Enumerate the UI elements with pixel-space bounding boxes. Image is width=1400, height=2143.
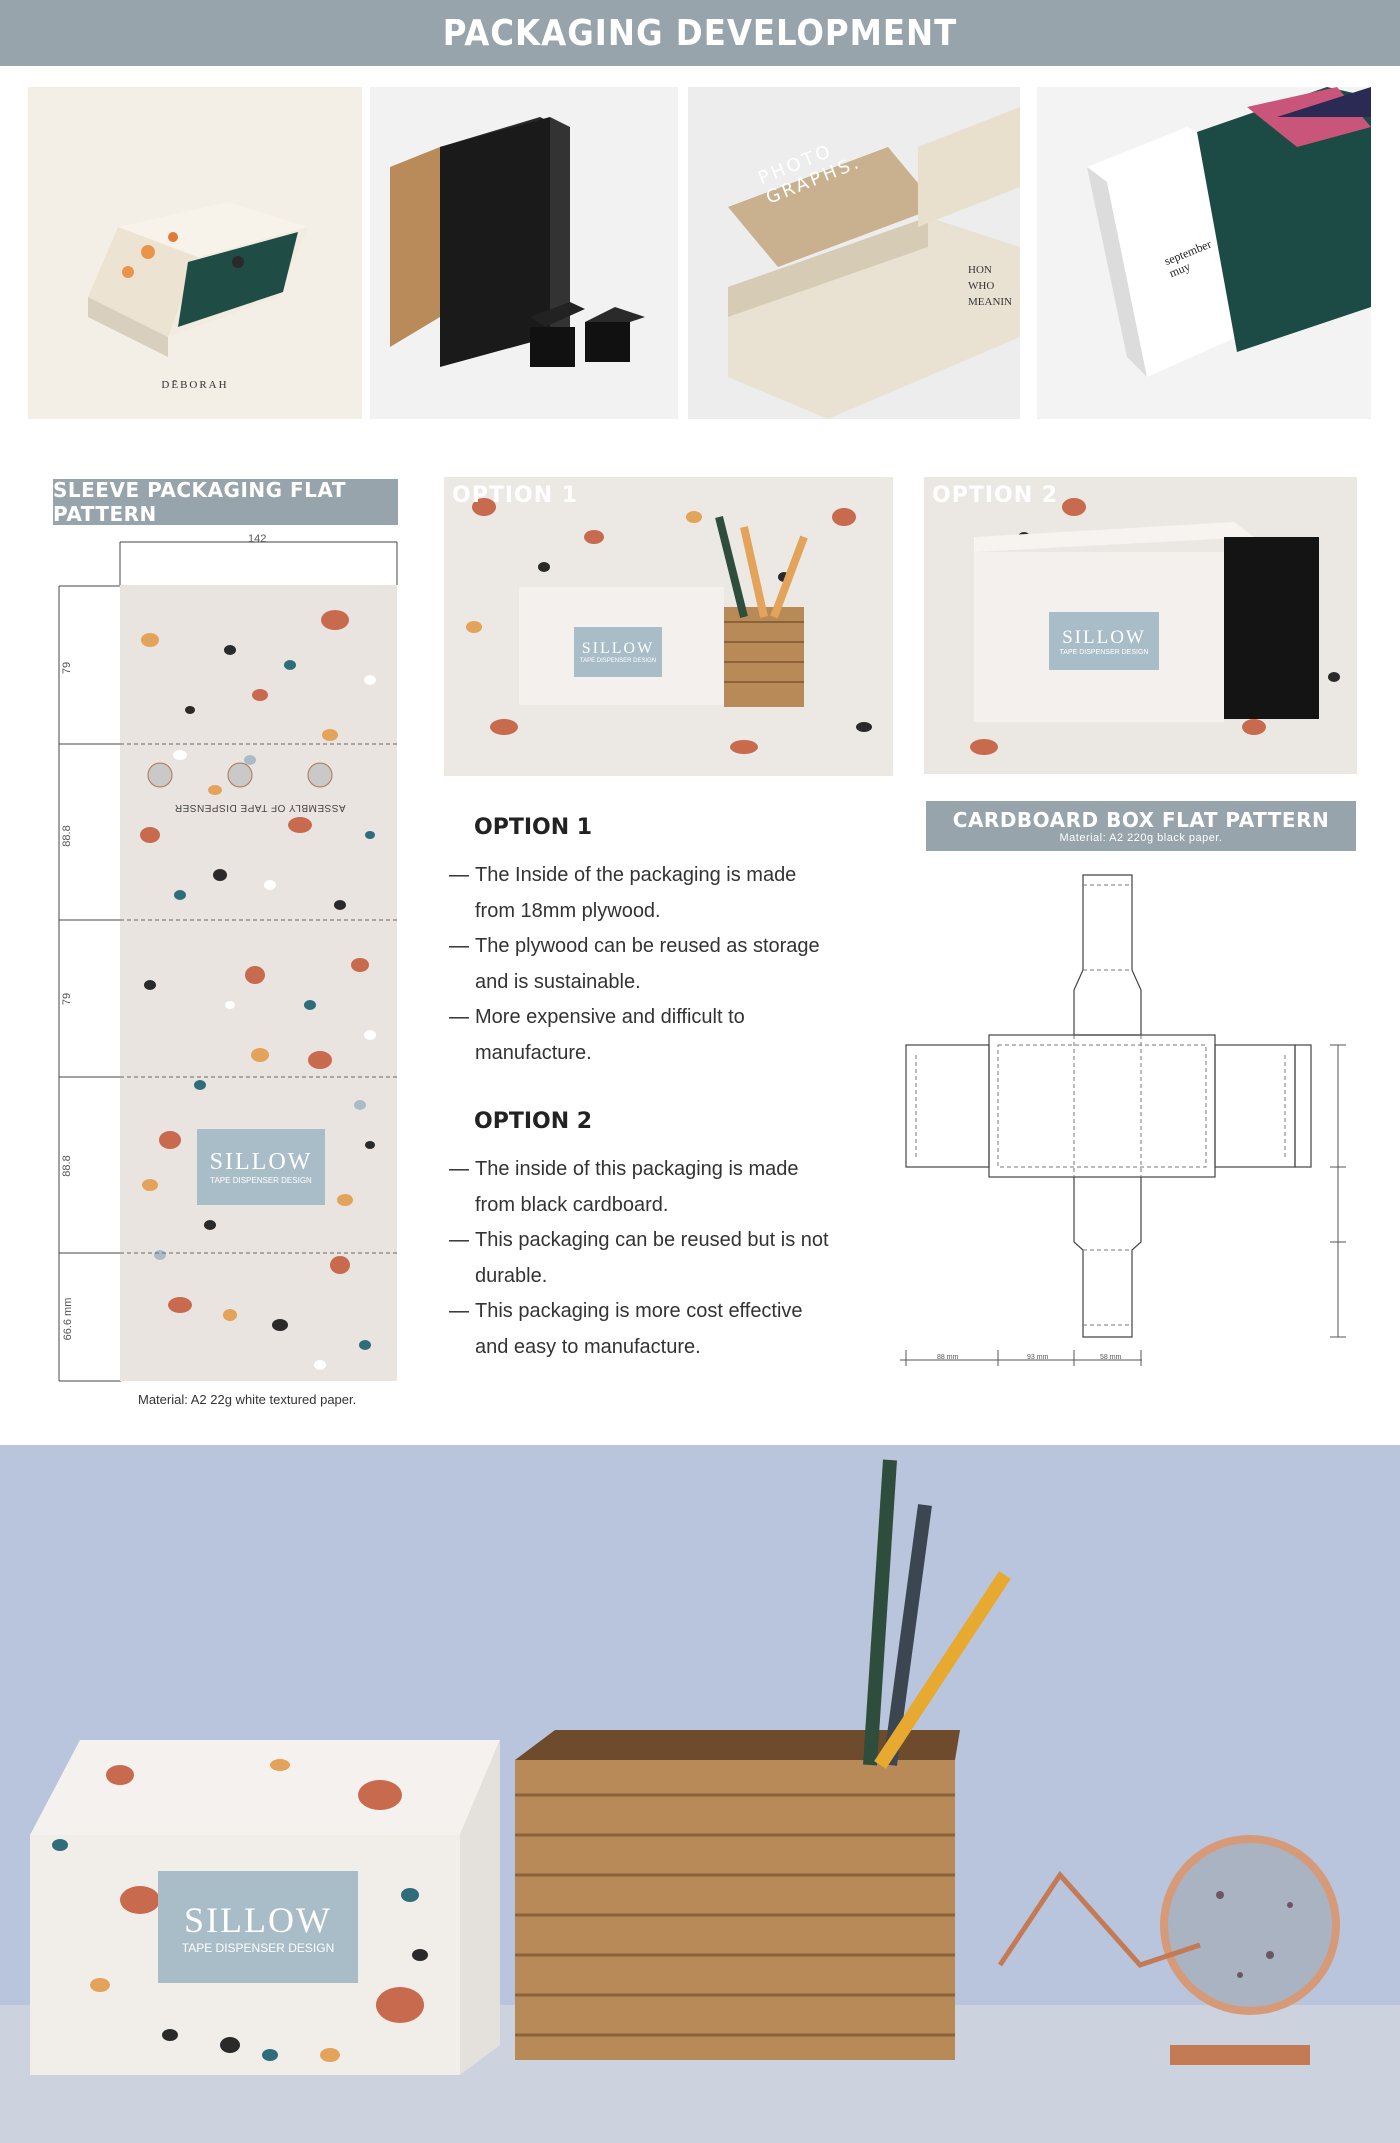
sleeve-logo-subtitle: TAPE DISPENSER DESIGN (210, 1176, 312, 1185)
cardboard-dim-3: 58 mm (1100, 1354, 1122, 1361)
sleeve-height-3: 79 (61, 992, 73, 1006)
option2-logo-title: SILLOW (1062, 626, 1146, 648)
option1-bullet: — More expensive and difficult to (449, 1000, 869, 1036)
sleeve-height-dimension (55, 585, 125, 1385)
option1-logo-box (574, 627, 662, 677)
sleeve-material: Material: A2 22g white textured paper. (138, 1392, 357, 1407)
inspiration-photo-3 (688, 87, 1020, 419)
option2-bullet: — The inside of this packaging is made (449, 1152, 869, 1188)
photo3-side-text: HON WHO MEANIN (968, 264, 1012, 308)
option2-logo-box (1049, 612, 1159, 670)
option1-product-illustration (444, 477, 893, 776)
option1-list (449, 858, 869, 1071)
sleeve-box-illustration (28, 87, 362, 419)
assembly-steps (148, 763, 332, 787)
sleeve-height-1: 79 (61, 661, 73, 675)
hero-logo-subtitle: TAPE DISPENSER DESIGN (181, 1941, 335, 1955)
black-box-illustration (370, 87, 678, 419)
option2-bullet: — This packaging is more cost effective (449, 1294, 869, 1330)
hero-logo-box (158, 1871, 358, 1983)
sleeve-pattern-panel (120, 585, 397, 1381)
page-banner (0, 0, 1400, 66)
page-title: PACKAGING DEVELOPMENT (442, 12, 958, 54)
product-hero-photo (0, 1445, 1400, 2143)
option2-logo-subtitle: TAPE DISPENSER DESIGN (1059, 648, 1149, 656)
sleeve-height-4: 88.8 (61, 1155, 73, 1177)
option2-heading: OPTION 2 (474, 1109, 593, 1134)
option2-bullet-cont: durable. (475, 1264, 548, 1287)
cardboard-material: Material: A2 220g black paper. (1059, 832, 1223, 844)
option2-list (449, 1152, 869, 1365)
sleeve-height-5: 66.6 mm (62, 1297, 74, 1341)
hero-logo-title: SILLOW (184, 1900, 332, 1940)
option1-bullet-cont: manufacture. (475, 1041, 592, 1064)
option2-bullet-cont: from black cardboard. (475, 1193, 669, 1216)
option2-photo (924, 477, 1357, 774)
option1-photo (444, 477, 893, 776)
cardboard-dim-2: 93 mm (1027, 1354, 1049, 1361)
sleeve-title-bar (53, 479, 398, 525)
sleeve-height-2: 88.8 (61, 825, 73, 847)
cardboard-title-bar (926, 801, 1356, 851)
sleeve-title: SLEEVE PACKAGING FLAT PATTERN (53, 478, 346, 526)
option2-bullet-cont: and easy to manufacture. (475, 1335, 701, 1358)
sleeve-logo-title: SILLOW (209, 1149, 313, 1175)
cardboard-flat-pattern (900, 870, 1350, 1380)
option1-bullet: — The Inside of the packaging is made (449, 858, 869, 894)
inspiration-photo-2 (370, 87, 678, 419)
terrazzo-pattern (120, 585, 397, 1381)
cardboard-title: CARDBOARD BOX FLAT PATTERN (952, 808, 1330, 832)
sleeve-width-label: 142 (248, 533, 267, 545)
option1-logo-subtitle: TAPE DISPENSER DESIGN (579, 658, 657, 664)
photo4-brand-label: september muy (1162, 236, 1214, 281)
option1-logo-title: SILLOW (581, 640, 655, 657)
option2-tag: OPTION 2 (932, 483, 1059, 508)
photo3-box-text: PHOTO GRAPHS. (755, 140, 865, 209)
inspiration-photo-4 (1037, 87, 1371, 419)
sleeve-logo-box (197, 1129, 325, 1205)
option2-bullet: — This packaging can be reused but is not (449, 1223, 869, 1259)
assembly-text: ASSEMBLY OF TAPE DISPENSER (174, 802, 346, 813)
option1-tag: OPTION 1 (452, 483, 579, 508)
cardboard-dim-1: 88 mm (937, 1354, 959, 1361)
option1-bullet: — The plywood can be reused as storage (449, 929, 869, 965)
inspiration-photo-1 (28, 87, 362, 419)
option1-bullet-cont: and is sustainable. (475, 970, 641, 993)
option1-heading: OPTION 1 (474, 815, 593, 840)
option1-bullet-cont: from 18mm plywood. (475, 899, 661, 922)
hero-illustration (0, 1445, 1400, 2143)
photo1-brand-label: DĒBORAH (161, 379, 229, 391)
